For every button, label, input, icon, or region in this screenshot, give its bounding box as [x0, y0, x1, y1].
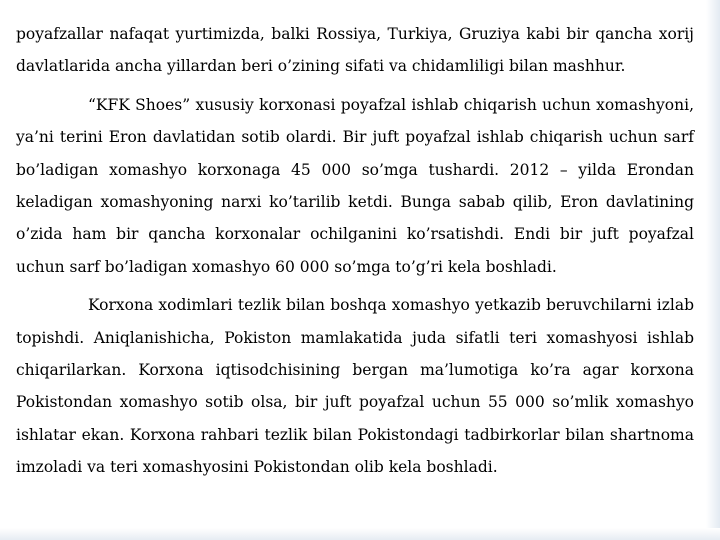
paragraph-iran-supplier: “KFK Shoes” xususiy korxonasi poyafzal ishlab chiqarish uchun xomashyoni, ya’ni terini Eron davlatidan sotib olardi. Bir juft poyafzal ishlab chiqarish uchun sarf bo’ladigan xomashyo korxonaga 45 000 so’mga tushardi. 2012 – yilda Erondan keladigan xomashyoning narxi ko’tarilib ketdi. Bunga sabab qilib, Eron davlatining o’zida ham bir qancha korxonalar ochilganini ko’rsatishdi. Endi bir juft poyafzal uchun sarf bo’ladigan xomashyo 60 000 so’mga to’g’ri kela boshladi.	[16, 95, 694, 276]
page-edge-right	[706, 0, 720, 540]
paragraph-intro: poyafzallar nafaqat yurtimizda, balki Rossiya, Turkiya, Gruziya kabi bir qancha xorij davlatlarida ancha yillardan beri o’zining sifati va chidamliligi bilan mashhur.	[16, 25, 694, 76]
paragraph-pakistan-supplier: Korxona xodimlari tezlik bilan boshqa xomashyo yetkazib beruvchilarni izlab topishdi. Aniqlanishicha, Pokiston mamlakatida juda sifatli teri xomashyosi ishlab chiqarilarkan. Korxona iqtisodchisining bergan ma’lumotiga ko’ra agar korxona Pokistondan xomashyo sotib olsa, bir juft poyafzal uchun 55 000 so’mlik xomashyo ishlatar ekan. Korxona rahbari tezlik bilan Pokistondagi tadbirkorlar bilan shartnoma imzoladi va teri xomashyosini Pokistondan olib kela boshladi.	[16, 296, 694, 477]
document-body	[16, 18, 694, 484]
page-edge-bottom	[0, 528, 720, 540]
